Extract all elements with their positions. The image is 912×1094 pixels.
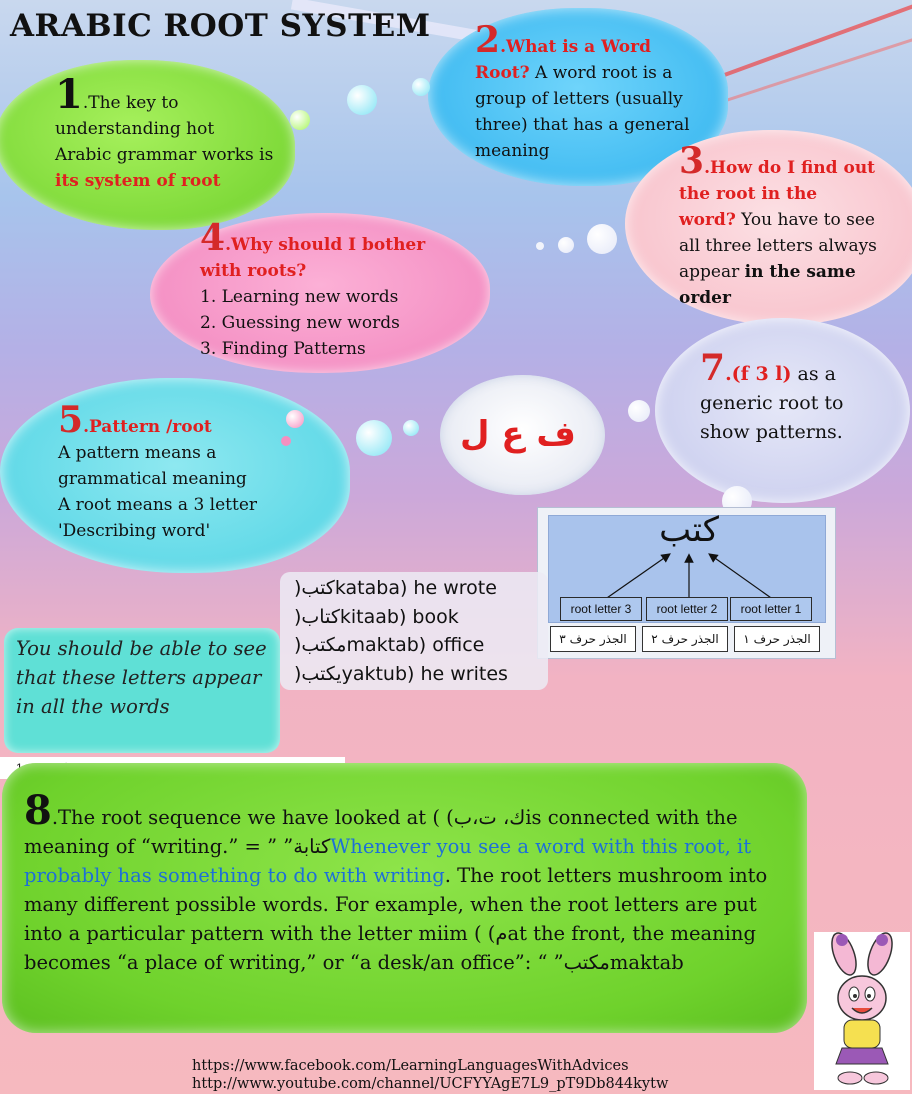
arabic-root-label: الجذر حرف ٣ [550, 626, 636, 652]
cloud-3-number: 3 [679, 140, 705, 182]
list-item: 2. Guessing new words [200, 313, 400, 333]
bubble [403, 420, 419, 436]
cloud-4-number: 4 [200, 217, 226, 259]
bunny-icon [814, 932, 910, 1090]
facebook-link[interactable]: https://www.facebook.com/LearningLanguagesWithAdvices [192, 1058, 629, 1074]
cloud-4-text: 4.Why should I bother with roots? 1. Learning new words 2. Guessing new words 3. Finding Patterns [200, 217, 426, 359]
bubble [558, 237, 574, 253]
list-item: )كتابkitaab) book [294, 605, 459, 628]
links [192, 1057, 668, 1093]
root-label: root letter 1 [730, 597, 812, 621]
cloud-2-text: 2.What is a Word Root? A word root is a group of letters (usually three) that has a general meaning [475, 19, 690, 161]
list-item: )مكتبmaktab) office [294, 634, 485, 656]
bubble [290, 110, 310, 130]
cloud-1-number: 1 [55, 71, 83, 118]
list-item: 3. Finding Patterns [200, 339, 366, 359]
cloud-7-number: 7 [700, 347, 726, 389]
root-label: root letter 2 [646, 597, 728, 621]
bubble [628, 400, 650, 422]
cloud-2-number: 2 [475, 19, 501, 61]
cloud-5-number: 5 [58, 399, 84, 441]
bunny-illustration [814, 932, 910, 1090]
bubble [356, 420, 392, 456]
list-item: )كتبkataba) he wrote [294, 577, 497, 599]
list-item: 1. Learning new words [200, 287, 399, 307]
cloud-5-text: 5.Pattern /root A pattern means a grammatical meaning A root means a 3 letter 'Describing word' [58, 399, 258, 541]
bubble [587, 224, 617, 254]
cloud-7-text: 7.(f 3 l) as a generic root to show patterns. [700, 347, 844, 443]
list-item: )يكتبyaktub) he writes [294, 662, 508, 685]
bubble [536, 242, 544, 250]
diagram-word: كتب [659, 510, 719, 550]
root-label: root letter 3 [560, 597, 642, 621]
teal-note: You should be able to see that these letters appear in all the words [4, 628, 280, 753]
section-8 [2, 763, 807, 1033]
youtube-link[interactable]: http://www.youtube.com/channel/UCFYYAgE7L9_pT9Db844kytw [192, 1076, 669, 1092]
section-8-text: 8.The root sequence we have looked at ( (ك، ت،بis connected with the meaning of “writing.” = ” ”كتابةWhenever you see a word with this root, it probably has something to do with writing. The root letters mushroom into many different possible words. For example, when the root letters are put into a particular pattern with the letter miim ( (مat the front, the meaning becomes “a place of writing,” or “a desk/an office”: “ ”مكتبmaktab [24, 787, 768, 974]
bubble [412, 78, 430, 96]
cloud-1-text: 1.The key to understanding hot Arabic grammar works is its system of root [55, 71, 274, 191]
arabic-root-label: الجذر حرف ١ [734, 626, 820, 652]
fal-letters: ف ع ل [460, 414, 576, 454]
root-diagram [537, 507, 836, 659]
section-8-number: 8 [24, 787, 52, 834]
page-title: ARABIC ROOT SYSTEM [10, 8, 431, 44]
examples-list [280, 572, 548, 690]
bubble [286, 410, 304, 428]
arabic-root-label: الجذر حرف ٢ [642, 626, 728, 652]
bubble [281, 436, 291, 446]
bubble [347, 85, 377, 115]
cloud-3-text: 3.How do I find out the root in the word? You have to see all three letters always appear in the same order [679, 140, 877, 308]
